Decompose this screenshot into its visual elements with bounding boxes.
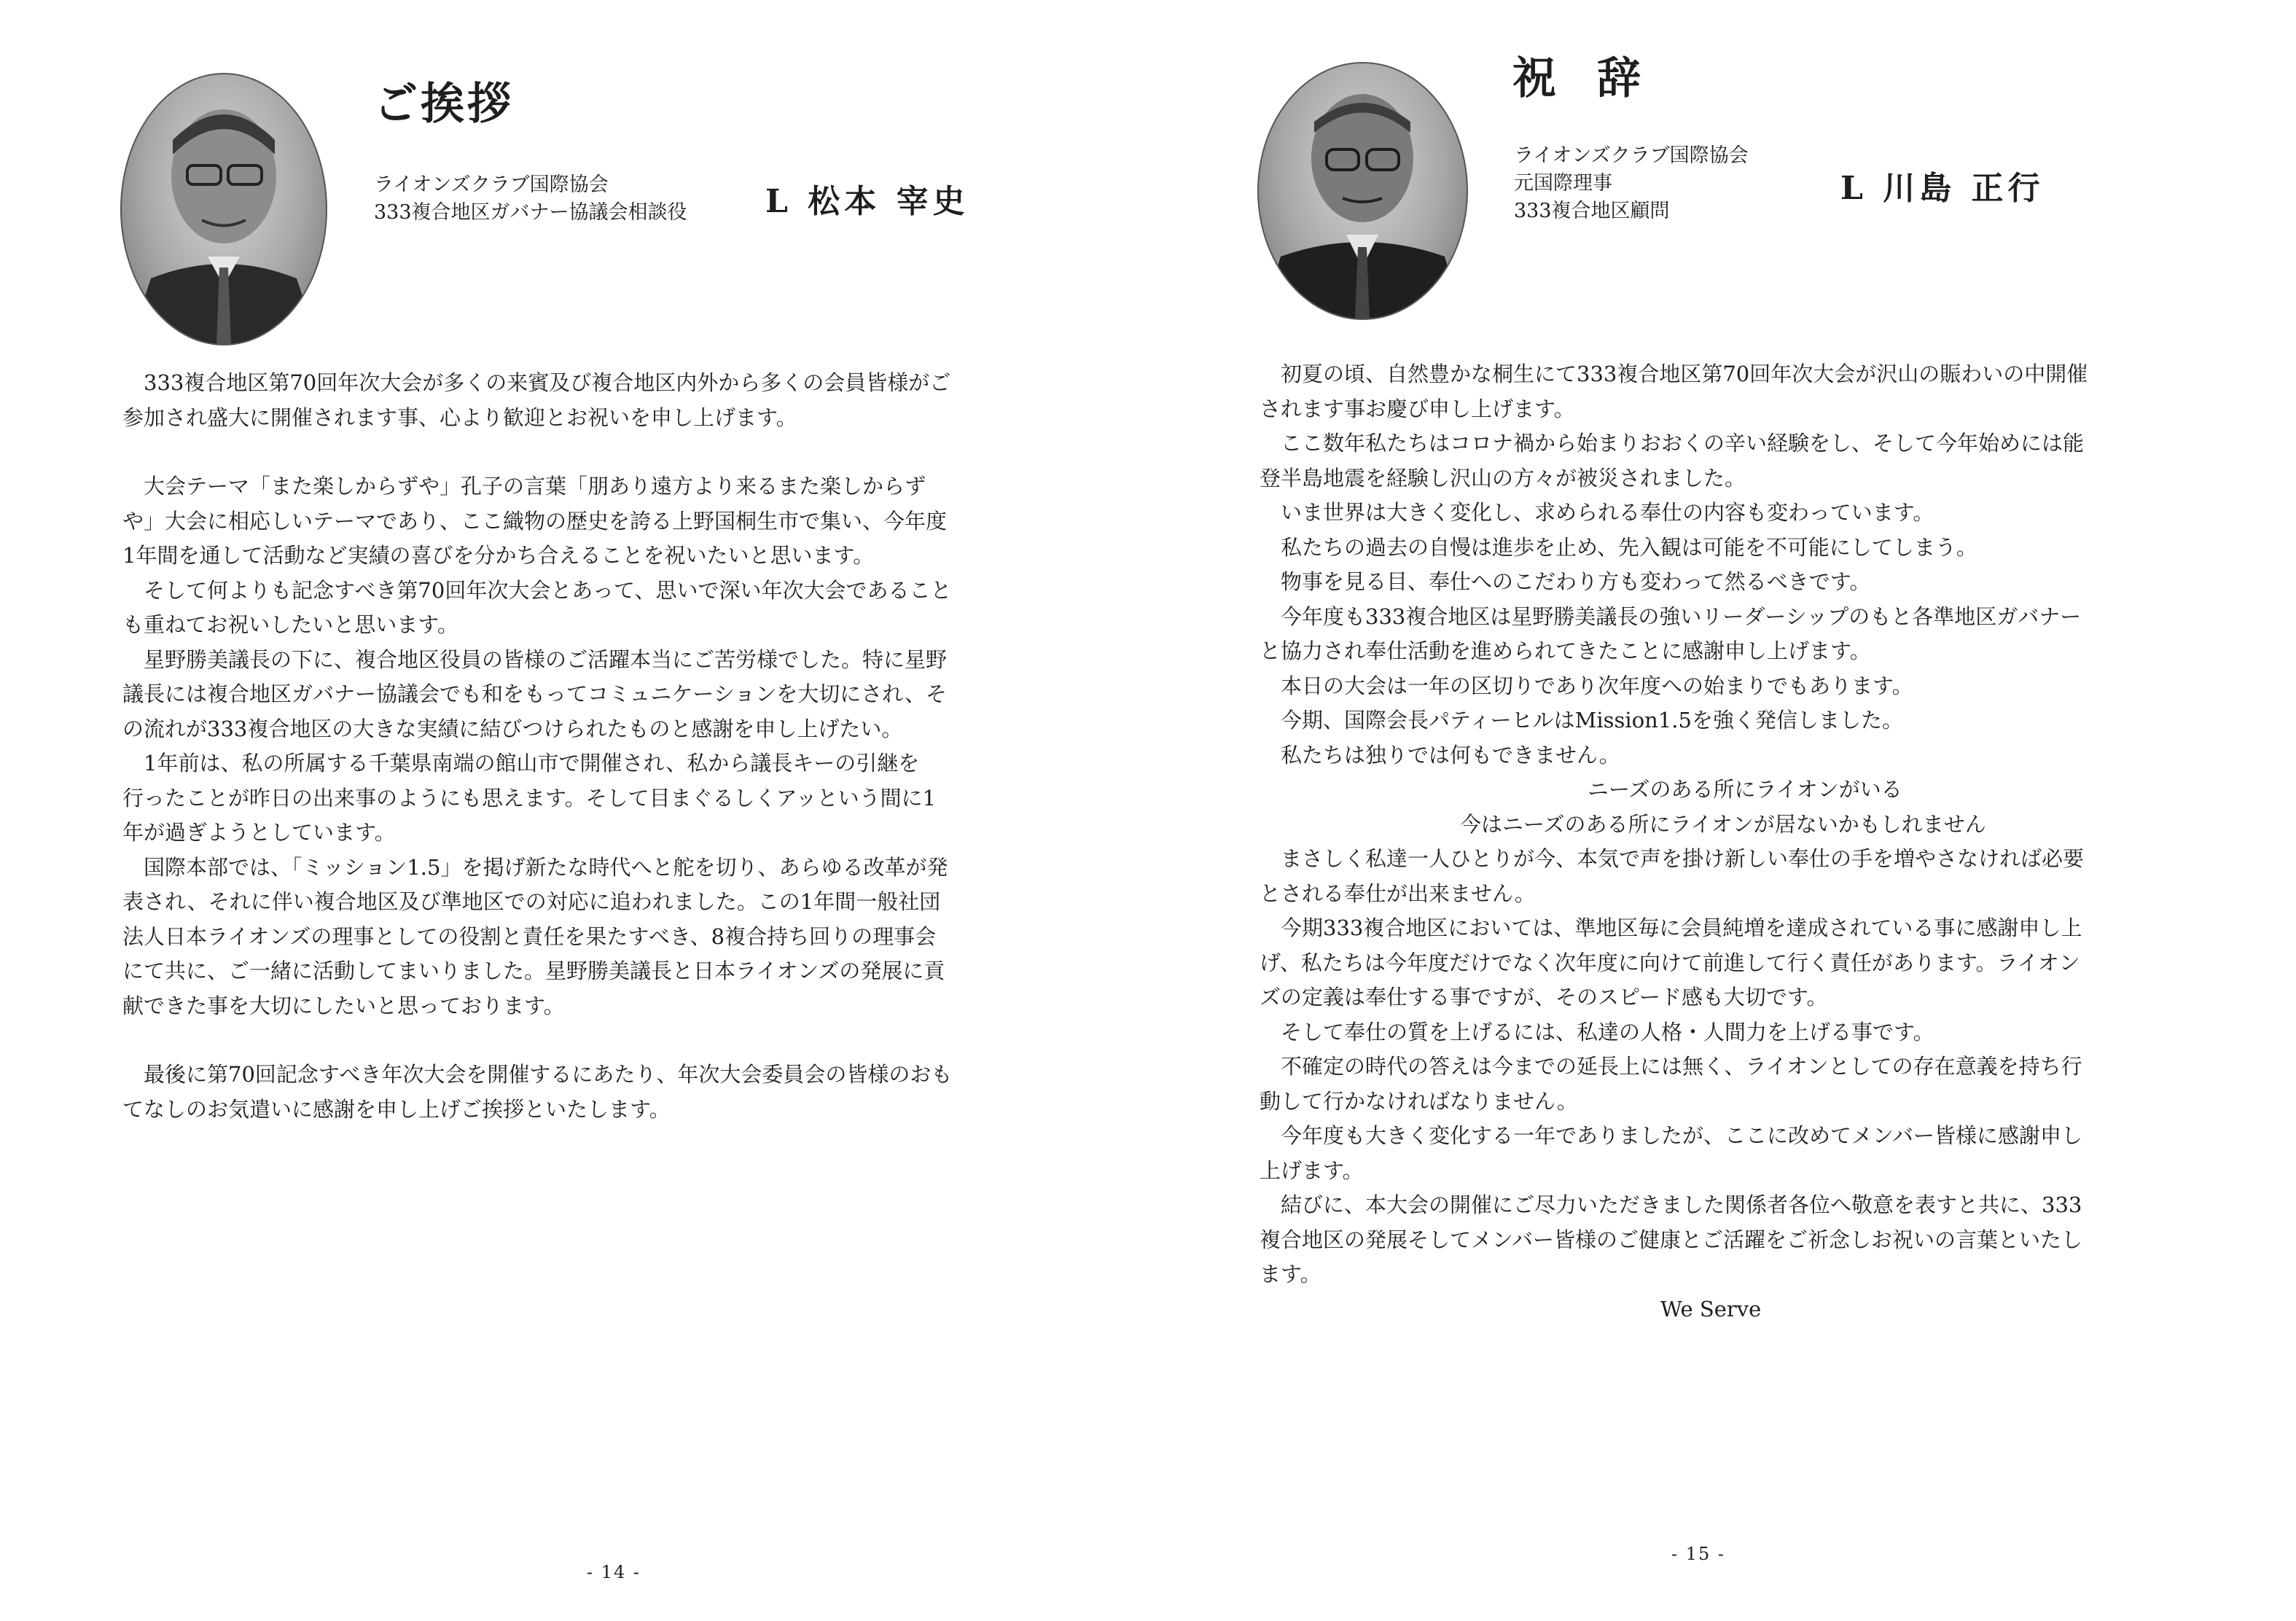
body-line: 上げます。 <box>1260 1157 1364 1183</box>
body-line: ここ数年私たちはコロナ禍から始まりおおくの辛い経験をし、そして今年始めには能 <box>1281 431 2085 456</box>
portrait-silhouette <box>122 74 326 344</box>
closing-we-serve: We Serve <box>1660 1296 1762 1321</box>
body-line: ズの定義は奉仕する事ですが、そのスピード感も大切です。 <box>1260 985 1828 1009</box>
body-line: 結びに、本大会の開催にご尽力いただきました関係者各位へ敬意を表すと共に、333 <box>1281 1192 2082 1217</box>
body-line: 年が過ぎようとしています。 <box>122 820 396 845</box>
body-line: 本日の大会は一年の区切りであり次年度への始まりでもあります。 <box>1281 673 1913 698</box>
body-line: 動して行かなければなりません。 <box>1260 1088 1578 1114</box>
body-line: 今期、国際会長パティーヒルはMission1.5を強く発信しました。 <box>1281 708 1903 733</box>
body-line: も重ねてお祝いしたいと思います。 <box>122 612 458 637</box>
body-line: まさしく私達一人ひとりが今、本気で声を掛け新しい奉仕の手を増やさなければ必要 <box>1281 846 2085 871</box>
congratulatory-body <box>1260 357 2088 1327</box>
affiliation-line: ライオンズクラブ国際協会 <box>374 173 609 196</box>
body-line: 1年前は、私の所属する千葉県南端の館山市で開催され、私から議長キーの引継を <box>144 751 920 776</box>
body-line: 私たちの過去の自慢は進歩を止め、先入観は可能を不可能にしてしまう。 <box>1281 534 1977 560</box>
affiliation-line: 333複合地区ガバナー協議会相談役 <box>374 201 687 224</box>
body-line: 物事を見る目、奉仕へのこだわり方も変わって然るべきです。 <box>1281 569 1871 594</box>
body-line: ニーズのある所にライオンがいる <box>1588 777 1902 802</box>
body-line: 333複合地区第70回年次大会が多くの来賓及び複合地区内外から多くの会員皆様がご <box>144 370 951 395</box>
portrait-photo-kawashima <box>1257 62 1468 320</box>
body-line: 行ったことが昨日の出来事のようにも思えます。そして目まぐるしくアッという間に1 <box>122 785 937 810</box>
body-line: 不確定の時代の答えは今までの延長上には無く、ライオンとしての存在意義を持ち行 <box>1281 1054 2082 1079</box>
greeting-body <box>122 366 952 1127</box>
body-line: 私たちは独りでは何もできません。 <box>1281 742 1620 767</box>
body-line: そして何よりも記念すべき第70回年次大会とあって、思いで深い年次大会であること <box>144 577 952 603</box>
body-line: 今はニーズのある所にライオンが居ないかもしれません <box>1460 811 1986 837</box>
body-line: そして奉仕の質を上げるには、私達の人格・人間力を上げる事です。 <box>1281 1019 1934 1044</box>
body-line: 献できた事を大切にしたいと思っております。 <box>122 993 565 1018</box>
body-line: いま世界は大きく変化し、求められる奉仕の内容も変わっています。 <box>1281 500 1934 525</box>
body-line: 1年間を通して活動など実績の喜びを分かち合えることを祝いたいと思います。 <box>122 543 875 568</box>
page-title-greeting: ご挨拶 <box>374 79 514 130</box>
page-title-congratulatory-address: 祝辞 <box>1512 53 1682 104</box>
body-line: 参加され盛大に開催されます事、心より歓迎とお祝いを申し上げます。 <box>122 405 797 430</box>
body-line: 登半島地震を経験し沢山の方々が被災されました。 <box>1260 465 1746 491</box>
paragraph-gap <box>122 435 952 469</box>
body-line: とされる奉仕が出来ません。 <box>1260 880 1536 906</box>
author-name: L 松本 宰史 <box>765 183 969 220</box>
paragraph-gap <box>122 1023 952 1058</box>
affiliation-line: 元国際理事 <box>1514 172 1612 195</box>
author-affiliation <box>374 171 687 227</box>
body-line: 国際本部では、「ミッション1.5」を掲げ新たな時代へと舵を切り、あらゆる改革が発 <box>144 854 948 880</box>
affiliation-line: 333複合地区顧問 <box>1514 200 1670 222</box>
page-number: - 14 - <box>587 1562 641 1582</box>
portrait-photo-matsumoto <box>120 73 327 345</box>
portrait-silhouette <box>1259 63 1467 319</box>
body-line: 今年度も333複合地区は星野勝美議長の強いリーダーシップのもと各準地区ガバナー <box>1281 604 2082 629</box>
body-line: と協力され奉仕活動を進められてきたことに感謝申し上げます。 <box>1260 638 1871 663</box>
right-page <box>1148 0 2296 1621</box>
author-affiliation <box>1514 142 1749 225</box>
body-line: ます。 <box>1260 1262 1321 1286</box>
body-line: や」大会に相応しいテーマであり、ここ織物の歴史を誇る上野国桐生市で集い、今年度 <box>122 508 948 534</box>
body-line: の流れが333複合地区の大きな実績に結びつけられたものと感謝を申し上げたい。 <box>122 716 903 741</box>
page-number: - 15 - <box>1671 1544 1726 1564</box>
body-line: 複合地区の発展そしてメンバー皆様のご健康とご活躍をご祈念しお祝いの言葉といたし <box>1260 1227 2082 1252</box>
body-line: 表され、それに伴い複合地区及び準地区での対応に追われました。この1年間一般社団 <box>122 889 941 914</box>
body-line: 最後に第70回記念すべき年次大会を開催するにあたり、年次大会委員会の皆様のおも <box>144 1062 953 1087</box>
body-line: げ、私たちは今年度だけでなく次年度に向けて前進して行く責任があります。ライオン <box>1260 950 2080 975</box>
author-name: L 川島 正行 <box>1840 170 2045 207</box>
body-line: てなしのお気遣いに感謝を申し上げご挨拶といたします。 <box>122 1096 671 1122</box>
body-line: 初夏の頃、自然豊かな桐生にて333複合地区第70回年次大会が沢山の賑わいの中開催 <box>1281 362 2088 386</box>
body-line: 今年度も大きく変化する一年でありましたが、ここに改めてメンバー皆様に感謝申し <box>1281 1123 2082 1148</box>
body-line: 今期333複合地区においては、準地区毎に会員純増を達成されている事に感謝申し上 <box>1281 915 2082 940</box>
affiliation-line: ライオンズクラブ国際協会 <box>1514 144 1749 167</box>
body-line: されます事お慶び申し上げます。 <box>1260 396 1575 421</box>
body-line: にて共に、ご一緒に活動してまいりました。星野勝美議長と日本ライオンズの発展に貢 <box>122 958 945 983</box>
body-line: 法人日本ライオンズの理事としての役割と責任を果たすべき、8複合持ち回りの理事会 <box>122 923 937 949</box>
body-line: 星野勝美議長の下に、複合地区役員の皆様のご活躍本当にご苦労様でした。特に星野 <box>144 647 948 672</box>
body-line: 大会テーマ「また楽しからずや」孔子の言葉「朋あり遠方より来るまた楽しからず <box>144 474 926 499</box>
body-line: 議長には複合地区ガバナー協議会でも和をもってコミュニケーションを大切にされ、そ <box>122 681 948 706</box>
